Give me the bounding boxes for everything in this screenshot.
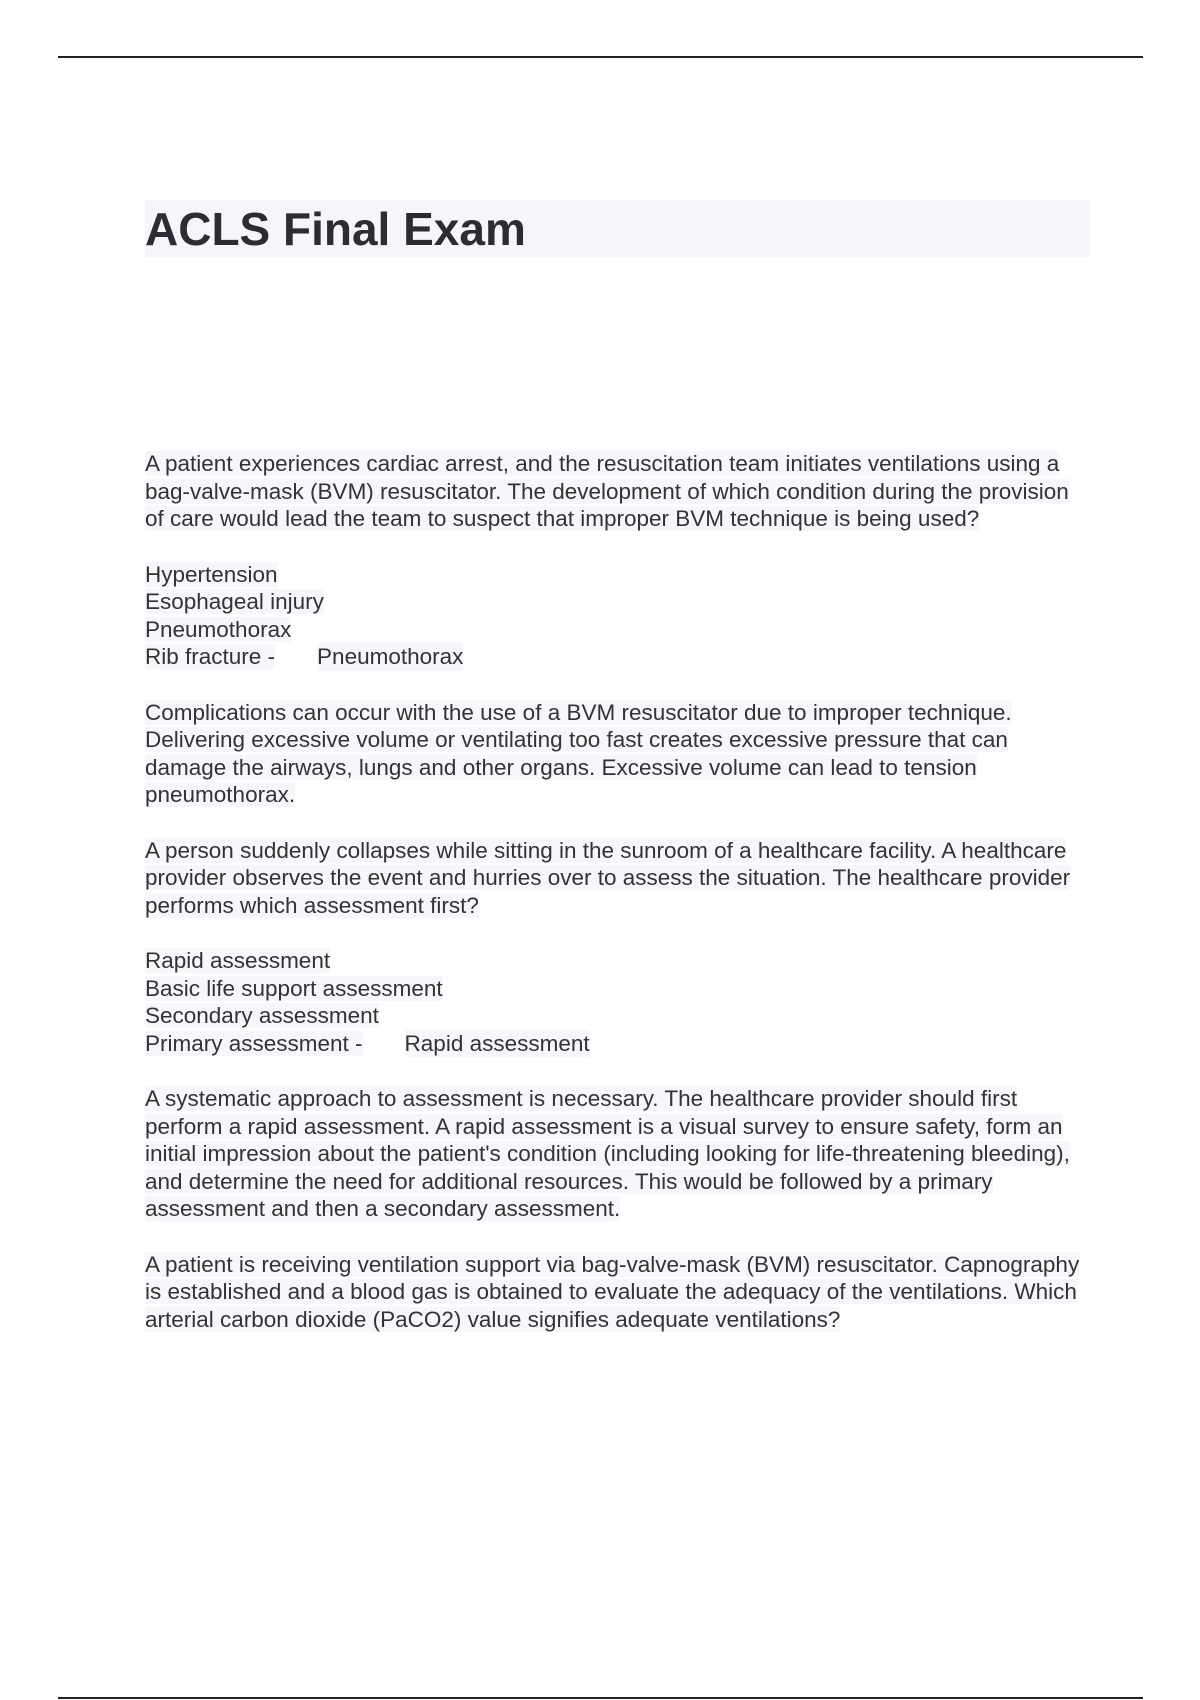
top-rule	[58, 56, 1143, 58]
rationale-2-text: A systematic approach to assessment is necessary. The healthcare provider should first perform a rapid assessment. A rapid assessment is a visual survey to ensure safety, form an initial impression about the patient's condition (including looking for life-threatening bleeding), and determine the need for additional resources. This would be followed by a primary assessment and then a secondary assessment.	[145, 1086, 1070, 1221]
option-item	[145, 616, 1090, 644]
option-label: Secondary assessment	[145, 1003, 379, 1028]
option-label: Esophageal injury	[145, 589, 324, 614]
rationale-2	[145, 1085, 1090, 1223]
rationale-1-text: Complications can occur with the use of a BVM resuscitator due to improper technique. Delivering excessive volume or ventilating too fast creates excessive pressure that can damage the airways, lungs and other organs. Excessive volume can lead to tension pneumothorax.	[145, 699, 1012, 807]
option-label: Basic life support assessment	[145, 975, 443, 1001]
question-2	[145, 837, 1090, 920]
answer-key: Pneumothorax	[317, 644, 464, 669]
rationale-1	[145, 699, 1090, 809]
page-title: ACLS Final Exam	[145, 202, 526, 255]
question-3-text: A patient is receiving ventilation support via bag-valve-mask (BVM) resuscitator. Capnography is established and a blood gas is obtained to evaluate the adequacy of the ventilations. Which arterial carbon dioxide (PaCO2) value signifies adequate ventilations?	[145, 1251, 1080, 1332]
option-label: Pneumothorax	[145, 616, 292, 642]
title-band	[145, 200, 1090, 257]
exam-body	[145, 450, 1090, 1361]
bottom-rule	[58, 1697, 1143, 1699]
option-item	[145, 1002, 1090, 1030]
option-item	[145, 588, 1090, 616]
question-1-text: A patient experiences cardiac arrest, and the resuscitation team initiates ventilations using a bag-valve-mask (BVM) resuscitator. The development of which condition during the provision of care would lead the team to suspect that improper BVM technique is being used?	[145, 451, 1069, 531]
option-label: Primary assessment -	[145, 1030, 363, 1056]
option-label: Hypertension	[145, 561, 278, 587]
option-item	[145, 1030, 1090, 1058]
question-2-text: A person suddenly collapses while sitting in the sunroom of a healthcare facility. A healthcare provider observes the event and hurries over to assess the situation. The healthcare provider performs which assessment first?	[145, 837, 1071, 918]
option-item	[145, 643, 1090, 671]
answer-key: Rapid assessment	[404, 1030, 590, 1056]
option-item	[145, 947, 1090, 975]
option-item	[145, 975, 1090, 1003]
option-item	[145, 561, 1090, 589]
question-3	[145, 1251, 1090, 1334]
option-label: Rib fracture -	[145, 644, 276, 669]
option-label: Rapid assessment	[145, 948, 331, 973]
question-1-options	[145, 561, 1090, 671]
question-2-options	[145, 947, 1090, 1057]
question-1	[145, 450, 1090, 533]
title-section	[145, 200, 1090, 257]
